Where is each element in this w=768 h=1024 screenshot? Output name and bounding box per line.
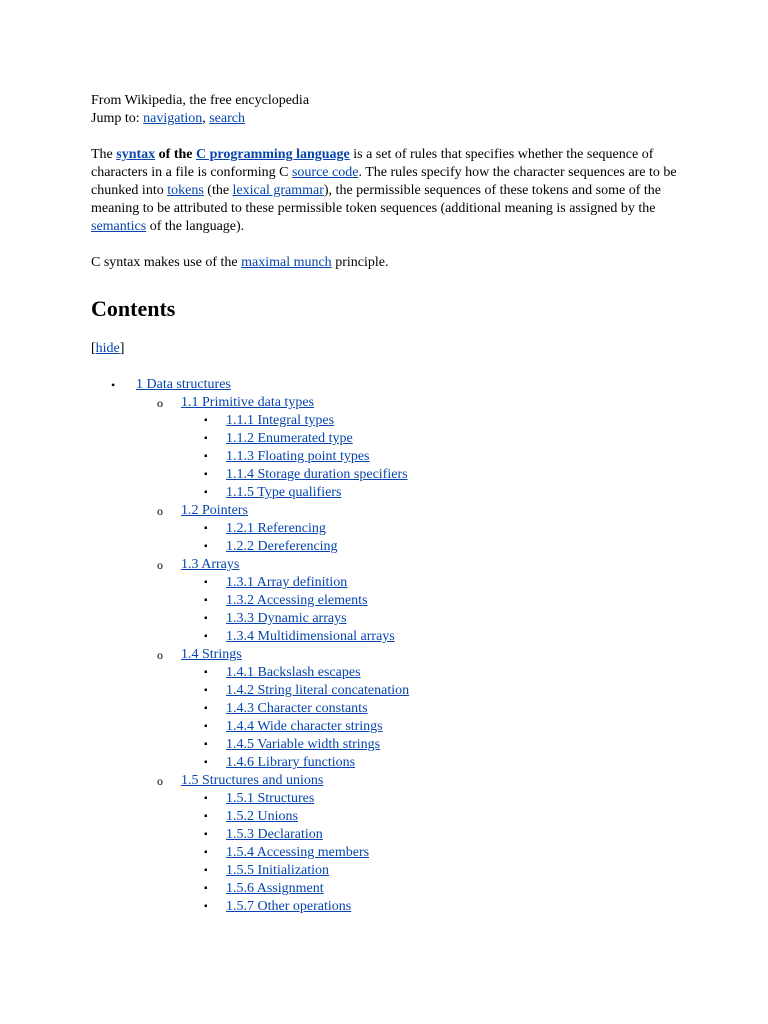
- toc-link[interactable]: 1.2.2 Dereferencing: [226, 539, 338, 554]
- jump-to-line: [91, 110, 691, 128]
- toc-bullet: ▪: [204, 739, 208, 750]
- toc-toggle: [91, 340, 691, 358]
- toc-link[interactable]: 1.1.5 Type qualifiers: [226, 485, 342, 500]
- toc-item-level-3: [181, 538, 691, 556]
- toc-item-level-3: [181, 808, 691, 826]
- toc-bracket: ]: [119, 341, 125, 356]
- toc-item-level-2: [136, 394, 691, 502]
- jump-to-label: Jump to:: [91, 111, 140, 126]
- toc-sublist: [181, 520, 691, 556]
- toc-item-level-3: [181, 718, 691, 736]
- toc-item-level-3: [181, 610, 691, 628]
- toc-item-level-3: [181, 754, 691, 772]
- toc-item-level-3: [181, 826, 691, 844]
- intro-text: of the: [155, 147, 196, 162]
- toc-list: [91, 376, 691, 916]
- toc-item-level-3: [181, 628, 691, 646]
- toc-item-level-3: [181, 682, 691, 700]
- toc-bullet: ▪: [204, 847, 208, 858]
- toc-link[interactable]: 1.3 Arrays: [181, 557, 240, 572]
- toc-link[interactable]: 1.4.3 Character constants: [226, 701, 368, 716]
- toc-item-level-3: [181, 574, 691, 592]
- toc-item-level-2: [136, 772, 691, 916]
- toc-link[interactable]: 1.4.2 String literal concatenation: [226, 683, 410, 698]
- tokens-link[interactable]: tokens: [167, 183, 204, 198]
- munch-text: C syntax makes use of the: [91, 255, 242, 270]
- maximal-munch-link[interactable]: maximal munch: [241, 255, 332, 270]
- toc-bullet: ▪: [204, 487, 208, 498]
- toc-link[interactable]: 1.3.1 Array definition: [226, 575, 348, 590]
- toc-link[interactable]: 1.3.2 Accessing elements: [226, 593, 368, 608]
- toc-bullet: ▪: [204, 811, 208, 822]
- toc-item-level-3: [181, 880, 691, 898]
- toc-link[interactable]: 1.3.4 Multidimensional arrays: [226, 629, 395, 644]
- toc-bullet: o: [157, 648, 163, 662]
- toc-bullet: ▪: [204, 703, 208, 714]
- toc-bullet: ▪: [204, 883, 208, 894]
- site-subtitle: From Wikipedia, the free encyclopedia: [91, 93, 310, 108]
- toc-hide-link[interactable]: hide: [95, 341, 120, 356]
- intro-text: is a set of rules that specifies whether the sequence of characters in a file is conforming C: [91, 147, 654, 180]
- toc-item-level-3: [181, 736, 691, 754]
- intro-text: (the: [203, 183, 233, 198]
- toc-link[interactable]: 1.1.4 Storage duration specifiers: [226, 467, 408, 482]
- intro-bold: [116, 147, 349, 162]
- toc-item-level-3: [181, 898, 691, 916]
- toc-link[interactable]: 1.4 Strings: [181, 647, 242, 662]
- toc-link[interactable]: 1.5.2 Unions: [226, 809, 298, 824]
- toc-bullet: o: [157, 396, 163, 410]
- toc-bullet: ▪: [204, 541, 208, 552]
- toc-item-level-3: [181, 862, 691, 880]
- toc-link[interactable]: 1.1.2 Enumerated type: [226, 431, 353, 446]
- toc-bullet: •: [111, 378, 116, 392]
- toc-item-level-3: [181, 412, 691, 430]
- toc-bullet: ▪: [204, 631, 208, 642]
- jump-separator: ,: [202, 111, 206, 126]
- toc-link[interactable]: 1.5.3 Declaration: [226, 827, 323, 842]
- toc-sublist: [181, 790, 691, 916]
- toc-item-level-3: [181, 448, 691, 466]
- intro-text: . The rules specify how the character sequences are to be chunked into: [91, 165, 677, 198]
- intro-text: of the language).: [146, 219, 245, 234]
- toc-bullet: ▪: [204, 685, 208, 696]
- toc-item-level-3: [181, 430, 691, 448]
- munch-text: principle.: [331, 255, 389, 270]
- toc-item-level-3: [181, 592, 691, 610]
- toc-sublist: [136, 394, 691, 916]
- toc-item-level-3: [181, 664, 691, 682]
- toc-bullet: ▪: [204, 613, 208, 624]
- semantics-link[interactable]: semantics: [91, 219, 147, 234]
- toc-bullet: o: [157, 558, 163, 572]
- toc-bullet: ▪: [204, 415, 208, 426]
- toc-bullet: ▪: [204, 793, 208, 804]
- toc-bullet: ▪: [204, 523, 208, 534]
- toc-item-level-3: [181, 520, 691, 538]
- c-language-link[interactable]: C programming language: [196, 147, 350, 162]
- toc-link[interactable]: 1.2 Pointers: [181, 503, 248, 518]
- lexical-grammar-link[interactable]: lexical grammar: [232, 183, 324, 198]
- toc-bullet: o: [157, 774, 163, 788]
- syntax-link[interactable]: syntax: [116, 147, 156, 162]
- article-body: [91, 92, 691, 916]
- jump-navigation-link[interactable]: navigation: [143, 111, 203, 126]
- toc-link[interactable]: 1.5.7 Other operations: [226, 899, 352, 914]
- toc-link[interactable]: 1.2.1 Referencing: [226, 521, 326, 536]
- intro-text: ), the permissible sequences of these tokens and some of the meaning to be attributed to these permissible token sequences (additional meaning is assigned by the: [91, 183, 661, 216]
- toc-bullet: ▪: [204, 829, 208, 840]
- toc-link[interactable]: 1.5 Structures and unions: [181, 773, 324, 788]
- toc-item-level-3: [181, 844, 691, 862]
- munch-paragraph: [91, 254, 691, 272]
- source-code-link[interactable]: source code: [291, 165, 359, 180]
- toc-link[interactable]: 1.3.3 Dynamic arrays: [226, 611, 347, 626]
- toc-bullet: ▪: [204, 901, 208, 912]
- toc-bullet: ▪: [204, 865, 208, 876]
- toc-link[interactable]: 1.5.4 Accessing members: [226, 845, 370, 860]
- intro-paragraph: [91, 146, 683, 236]
- toc-link[interactable]: 1.1.1 Integral types: [226, 413, 335, 428]
- toc-item-level-1: [91, 376, 691, 916]
- toc-sublist: [181, 412, 691, 502]
- toc-link[interactable]: 1.5.1 Structures: [226, 791, 315, 806]
- toc-link[interactable]: 1.5.5 Initialization: [226, 863, 330, 878]
- toc-item-level-2: [136, 502, 691, 556]
- toc-bullet: ▪: [204, 757, 208, 768]
- toc-link[interactable]: 1.4.5 Variable width strings: [226, 737, 381, 752]
- toc-bullet: ▪: [204, 433, 208, 444]
- toc-link[interactable]: 1.4.1 Backslash escapes: [226, 665, 361, 680]
- toc-bullet: ▪: [204, 451, 208, 462]
- toc-bullet: ▪: [204, 469, 208, 480]
- toc-item-level-3: [181, 484, 691, 502]
- intro-text: The: [91, 147, 117, 162]
- toc-bullet: ▪: [204, 667, 208, 678]
- toc-link[interactable]: 1.4.6 Library functions: [226, 755, 356, 770]
- jump-search-link[interactable]: search: [209, 111, 245, 126]
- toc-link[interactable]: 1 Data structures: [136, 377, 231, 392]
- contents-heading: Contents: [91, 296, 176, 321]
- toc-sublist: [181, 664, 691, 772]
- toc-bullet: ▪: [204, 721, 208, 732]
- toc-link[interactable]: 1.4.4 Wide character strings: [226, 719, 383, 734]
- toc-item-level-3: [181, 790, 691, 808]
- toc-item-level-3: [181, 466, 691, 484]
- toc-link[interactable]: 1.1 Primitive data types: [181, 395, 314, 410]
- toc-item-level-2: [136, 556, 691, 646]
- toc-bracket: [: [91, 341, 96, 356]
- toc-item-level-2: [136, 646, 691, 772]
- toc-bullet: ▪: [204, 577, 208, 588]
- toc-sublist: [181, 574, 691, 646]
- toc-bullet: o: [157, 504, 163, 518]
- toc-item-level-3: [181, 700, 691, 718]
- toc-bullet: ▪: [204, 595, 208, 606]
- toc-link[interactable]: 1.1.3 Floating point types: [226, 449, 370, 464]
- toc-link[interactable]: 1.5.6 Assignment: [226, 881, 324, 896]
